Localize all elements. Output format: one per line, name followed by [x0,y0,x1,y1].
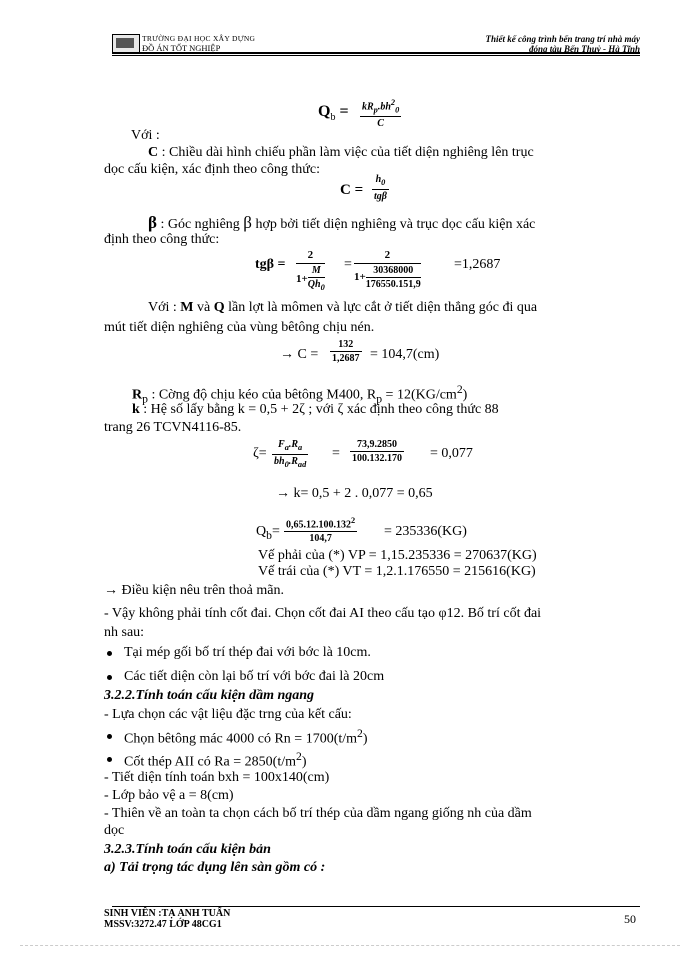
dash-item-4-line1: - Thiên về an toàn ta chọn cách bố trí thép của dầm ngang giống nh của dầm [104,806,532,821]
qb2-result: = 235336(KG) [384,524,467,539]
c2-fraction: $\frac{132}{1,2687}$ [332,339,360,364]
c-formula-fraction: $h_0$ tgβ [374,174,387,202]
bullet-dot [107,651,112,656]
zeta-lhs: ζ= [253,446,267,461]
k-calculation: → k= 0,5 + 2 . 0,077 = 0,65 [276,486,433,501]
paragraph-1-line2: nh sau: [104,625,145,640]
paragraph-1-line1: - Vậy không phải tính cốt đai. Chọn cốt đai AI theo cấu tạo φ12. Bố trí cốt đai [104,606,542,621]
tg-formula-lhs: tgβ = [255,257,286,272]
voi-mq-line1: Với : M và Q lần lợt là mômen và lực cắt ở tiết diện thẳng góc đi qua [148,300,538,315]
dash-item-3: - Lớp bảo vệ a = 8(cm) [104,788,234,803]
header-project-location: đóng tàu Bến Thuỷ - Hà Tĩnh [528,44,640,54]
qb2-fraction: $\frac{0,65.12.100.132^2}{104,7}$ [286,516,356,545]
dash-item-1: - Lựa chọn các vật liệu đặc trng của kết cấu: [104,707,352,722]
footer-mssv: MSSV:3272.47 LỚP 48CG1 [104,919,222,930]
bullet-item-2: Các tiết diện còn lại bố trí với bớc đai là 20cm [124,669,385,684]
c-formula-lhs: C = [340,182,364,198]
school-logo [112,34,140,54]
c2-prefix: → C = [280,347,319,362]
zeta-fraction-numeric: $\frac{73,9.2850}{100.132.170}$ [352,439,402,464]
k-definition-line2: trang 26 TCVN4116-85. [104,420,242,435]
bullet-dot [107,675,112,680]
beta-definition-line2: định theo công thức: [104,232,220,247]
section-heading-322: 3.2.2.Tính toán cấu kiện dầm ngang [104,688,315,703]
condition-satisfied: → Điều kiện nêu trên thoả mãn. [104,583,285,598]
vp-line: Vế phải của (*) VP = 1,15.235336 = 270637(KG) [258,548,537,563]
bullet-item-3: Chọn bêtông mác 4000 có $Rn = 1700(t/m^2)$ [124,727,368,747]
header-school: TRƯỜNG ĐẠI HỌC XÂY DỰNG [142,34,256,43]
tg-equals: = [344,257,352,272]
bullet-item-4: Cốt thép AII có $Ra = 2850(t/m^2)$ [124,750,307,770]
footer-divider [112,906,640,907]
voi-mq-line2: mút tiết diện nghiêng của vùng bêtông chịu nén. [104,320,375,335]
subsection-heading-a: a) Tải trọng tác dụng lên sàn gồm có : [104,860,326,875]
vt-line: Vế trái của (*) VT = 1,2.1.176550 = 215616(KG) [258,564,536,579]
k-definition-line1: k : Hệ số lấy bằng k = 0,5 + 2ζ ; với ζ xác định theo công thức 88 [132,402,499,417]
header-project-title: Thiết kế công trình bến trang trí nhà máy [485,34,640,44]
zeta-result: = 0,077 [430,446,473,461]
voi-label-1: Với : [131,128,160,143]
tg-result: =1,2687 [454,257,501,272]
tg-fraction-2: 2 1+ $\frac{30368000}{176550.151,9}$ [354,249,421,290]
c2-result: = 104,7(cm) [370,347,440,362]
bullet-item-1: Tại mép gối bố trí thép đai với bớc là 10cm. [124,645,371,660]
header-divider [112,52,640,54]
c-definition-line2: dọc cấu kiện, xác định theo công thức: [104,162,320,177]
c-definition-line1: C : Chiều dài hình chiếu phần làm việc của tiết diện nghiêng lên trục [148,145,534,160]
footer-student: SINH VIÊN :TẠ ANH TUẤN [104,908,231,919]
beta-definition-line1: β : Góc nghiêng β hợp bởi tiết diện nghiêng và trục dọc cấu kiện xác [148,213,536,232]
rp-definition: $R_p$ : Cờng độ chịu kéo của bêtông M400, $R_p = 12(KG/cm^2)$ [132,383,468,406]
qb2-lhs: $Q_b=$ [256,524,280,542]
bullet-dot [107,757,112,762]
qb-formula-lhs: $Q_b$ = [318,103,349,124]
header-divider-thin [112,55,640,56]
bullet-dot [107,734,112,739]
dash-item-4-line2: dọc [104,823,125,838]
dash-item-2: - Tiết diện tính toán bxh = 100x140(cm) [104,770,330,785]
section-heading-323: 3.2.3.Tính toán cấu kiện bản [104,842,271,857]
header-project-type: ĐỒ ÁN TỐT NGHIỆP [142,43,221,53]
page-edge-guide [20,945,680,946]
zeta-equals: = [332,446,340,461]
zeta-fraction-symbolic: $F_a.R_a$ $bh_0.R_{ad}$ [274,439,307,469]
qb-formula-fraction: $kR_p.bh^2_0$ C [362,98,400,130]
page-number: 50 [624,912,636,926]
tg-fraction-1: 2 1+ $\frac{M}{Qh_0}$ [296,249,325,292]
